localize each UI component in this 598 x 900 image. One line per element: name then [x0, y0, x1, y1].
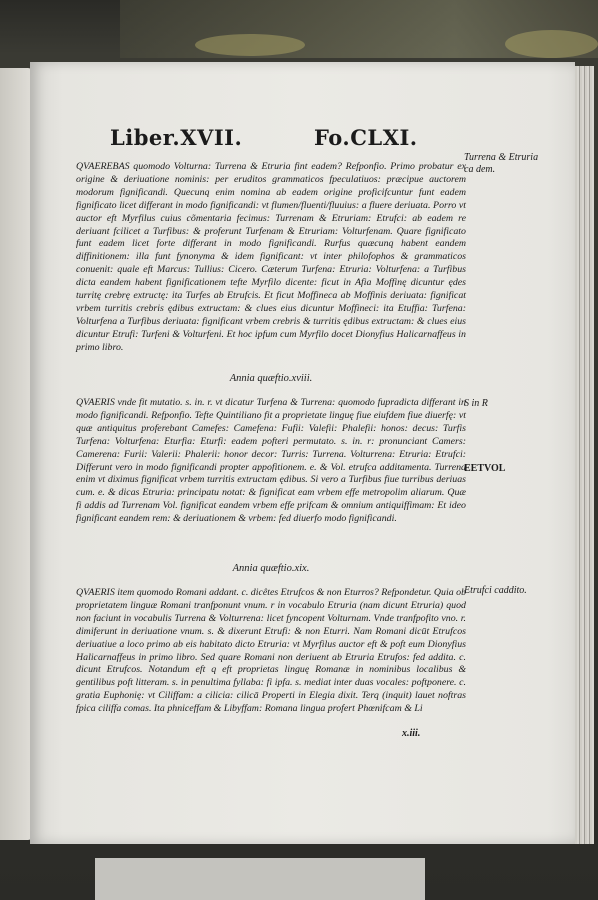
signature-mark: x.iii. [402, 728, 421, 739]
question-2-heading: Annia quæftio.xviii. [229, 373, 313, 384]
question-3-text: QVAERIS item quomodo Romani addant. c. dicêtes Etrufcos & non Eturros? Refpondetur. Quia ob proprietatem linguæ Romani tranfponunt vnum. r in vocabulo Etruria (nam dicunt Etruria) quod non faciunt in vocabulis Turrena & Volturrena: licet fyncopent Volturnam. Vnde tranfpofito vno. r. dimiferunt in deriuatione vnum. s. & dixerunt Etrufi: & non Eturri. Nam Romani dicūt Etrufcos deriuatiue a loco primo ab eis habitato dicto Etruria: vt Myrfilus auctor eft & poft eum Dionyfius Halicarnaffeus in primo libro. Sed quare Romani non deriuent ab Etruria Etrufos: fed addita. c. dicunt Etrufcos. Notandum eft q eft proprietas linguę Romanæ in nominibus localibus & gentilibus poft litteram. s. in penultima fyllaba: fi ipfa. s. mediat inter duas vocales: poftponere. c. gratia Euphonię: vt Ciliffam: a cilicia: cilicā Properti in Elegia dixit. Terq (inquit) lauet noftras fpica ciliffa comas. Ita phniceffam & Libyffam: Romana lingua profert Phœnifcam & Li [76, 587, 467, 715]
page-stack-edge [572, 66, 594, 844]
left-page-edge [0, 68, 32, 840]
margin-note-3: EETVOL [464, 463, 506, 474]
question-2-text: QVAERIS vnde fit mutatio. s. in. r. vt dicatur Turfena & Turrena: quomodo fupradicta differant in modo fignificandi. Refponfio. Tefte Quintiliano fit a proprietate linguę fiue eiufdem fiue diuerfę: vt quæ antiquitus proferebant Camefes: Camefena: Fufii: Valefii: Phalefii: honos: decus: Turfis Turfena: Volturfena: Eturfia: Eturfi: eadem pofteri permutato. s. in. r: pronunciant Camers: Camerena: Furii: Valerii: Phalerii: honor decor: Turris: Turrena. Volturrena: Etruria: Etrufci: Differunt vero in modo fignificandi propter appofitionem. e. & Vol. etrufca additamenta. Turrena enim vt diximus fignificat vrbem turritis extructam ędibus. Si vero a Turfibus fiue turribus deriuas cum. e. & dicas Etruria: principatu notat: & fignificat eam vrbem effe metropolim aliarum. Quæ fi addis ad Turrenam Vol. fignificat eandem vrbem effe prifcam & omnium antiquiffimam: Et ideo fignificant eandem rem: & deriuationem & vrbem: fed diuerfo modo fignificandi. [76, 397, 466, 525]
margin-note-1: Turrena & Etruria ca dem. [464, 152, 539, 175]
paper-stain [195, 34, 305, 56]
margin-note-4: Etrufci caddito. [464, 585, 527, 596]
book-number: Liber.XVII. [110, 125, 243, 150]
margin-note-2: S in R [464, 398, 488, 409]
paper-stain [505, 30, 598, 58]
question-1-text: QVAEREBAS quomodo Volturna: Turrena & Etruria fint eadem? Refponfio. Primo probatur ex origine & deriuatione nominis: per eruditos grammaticos fpeculatiuos: præcipue auctorem modorum fignificandi. Quecunq enim nomina ab eadem origine proficifcuntur funt eadem fignificato licet differant in modo fignificandi: vt flumen/fluenti/fluuius: a fluere deriuata. Porro vt auctor eft Myrfilus cuius cõmentaria fecimus: Turrenam & Etruriam: Etrufci: ab eadem re deriuant fcilicet a Turfibus: & proferunt Turfenam & Etruriam: Volturfenam. Quare fignificato funt eadem licet forte differant in modo fignificandi. Rurfus quæcunq habent eandem diffinitionem: illa funt fynonyma & idem fignificant: vt inter philofophos & grammaticos conuenit: quale eft Marcus: Tullius: Cicero. Cæterum Turfena: Etruria: Volturfena: a Turfibus dicta eandem habent fignificationem tefte Myrfilo dicente: ficut in Afia Moffinę dicuntur ędes turritę crebrę extructę: ita Turfes ab Etrufcis. Et ficut Moffineca ab Moffinis deriuata: fignificat vrbem turritis crebris ędibus extructam: & clues eius dicuntur Moffineci: ita Etuffia: Turfena: Volturfena a Turfibus deriuata: fignificant vrbem crebris & turritis ędibus extructam: & clues eius dicuntur Etrufi: Turfeni & Volturfeni. Et hoc ipfum cum Myrfilo docet Dionyfius Halicarnaffeus in primo libro. [76, 161, 466, 353]
folio-number: Fo.CLXI. [314, 125, 418, 150]
question-3-heading: Annia quæftio.xix. [232, 563, 310, 574]
lower-page-edge [95, 858, 425, 900]
